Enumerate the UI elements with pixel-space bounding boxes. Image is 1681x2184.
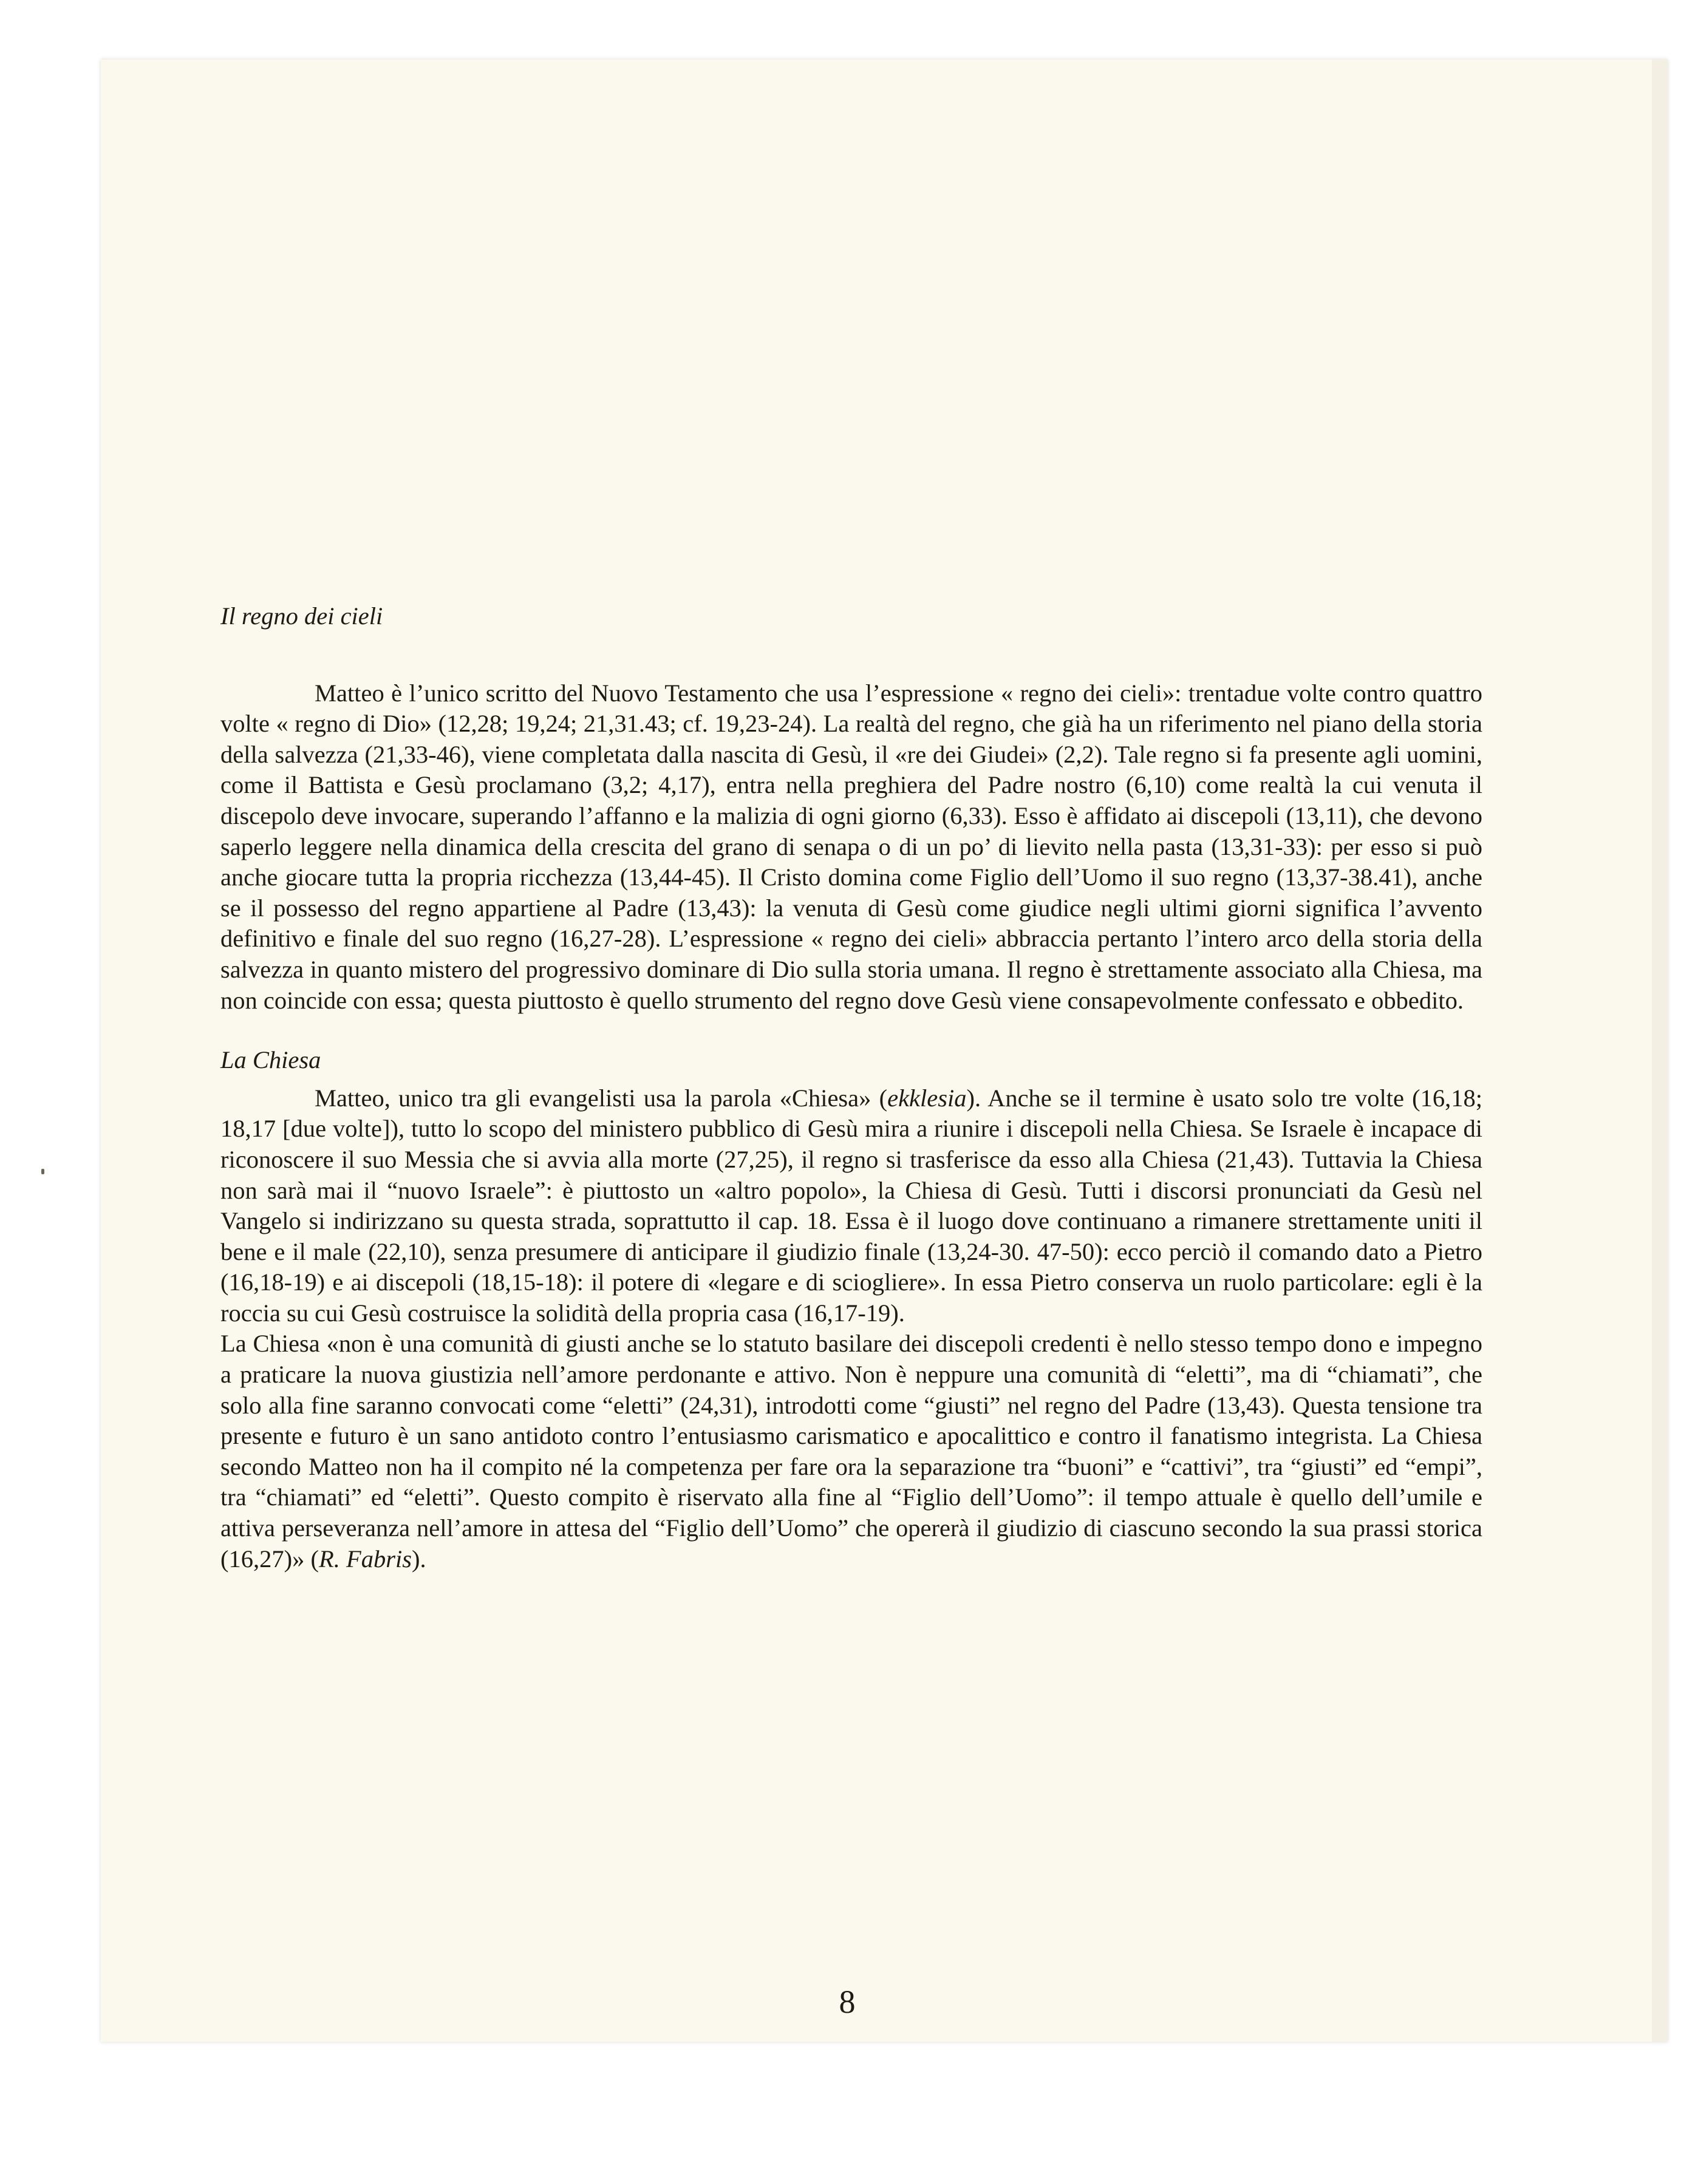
- paper-speck: [41, 1169, 44, 1174]
- spacer: [220, 1016, 1482, 1045]
- quote-author: R. Fabris: [318, 1545, 412, 1573]
- paragraph-text: Matteo, unico tra gli evangelisti usa la parola «Chiesa» (: [315, 1084, 888, 1112]
- spacer: [220, 632, 1482, 678]
- sheet-right-edge: [1652, 60, 1668, 2042]
- section-heading-regno: Il regno dei cieli: [220, 602, 383, 630]
- greek-term: ekklesia: [887, 1084, 967, 1112]
- paragraph-chiesa-1: [220, 1083, 1482, 1329]
- spacer: [220, 1076, 1482, 1083]
- paragraph-text: ).: [411, 1545, 426, 1573]
- paragraph-regno: Matteo è l’unico scritto del Nuovo Testamento che usa l’espressione « regno dei cieli»: trentadue volte contro quattro volte « regno di Dio» (12,28; 19,24; 21,31.43; cf. 19,23-24). La realtà del regno, che già ha un riferimento nel piano della storia della salvezza (21,33-46), viene completata dalla nascita di Gesù, il «re dei Giudei» (2,2). Tale regno si fa presente agli uomini, come il Battista e Gesù proclamano (3,2; 4,17), entra nella preghiera del Padre nostro (6,10) come realtà la cui venuta il discepolo deve invocare, superando l’affanno e la malizia di ogni giorno (6,33). Esso è affidato ai discepoli (13,11), che devono saperlo leggere nella dinamica della crescita del grano di senapa o di un po’ di lievito nella pasta (13,31-33): per esso si può anche giocare tutta la propria ricchezza (13,44-45). Il Cristo domina come Figlio dell’Uomo il suo regno (13,37-38.41), anche se il possesso del regno appartiene al Padre (13,43): la venuta di Gesù come giudice negli ultimi giorni significa l’avvento definitivo e finale del suo regno (16,27-28). L’espressione « regno dei cieli» abbraccia pertanto l’intero arco della storia della salvezza in quanto mistero del progressivo dominare di Dio sulla storia umana. Il regno è strettamente associato alla Chiesa, ma non coincide con essa; questa piuttosto è quello strumento del regno dove Gesù viene consapevolmente confessato e obbedito.: [220, 679, 1482, 1014]
- article-body: [220, 601, 1482, 1574]
- paragraph-text: ). Anche se il termine è usato solo tre volte (16,18; 18,17 [due volte]), tutto lo scopo del ministero pubblico di Gesù mira a riunire i discepoli nella Chiesa. Se Israele è incapace di riconoscere il suo Messia che si avvia alla morte (27,25), il regno si trasferisce da esso alla Chiesa (21,43). Tuttavia la Chiesa non sarà mai il “nuovo Israele”: è piuttosto un «altro popolo», la Chiesa di Gesù. Tutti i discorsi pronunciati da Gesù nel Vangelo si indirizzano su questa strada, soprattutto il cap. 18. Essa è il luogo dove continuano a rimanere strettamente uniti il bene e il male (22,10), senza presumere di anticipare il giudizio finale (13,24-30. 47-50): ecco perciò il comando dato a Pietro (16,18-19) e ai discepoli (18,15-18): il potere di «legare e di sciogliere». In essa Pietro conserva un ruolo particolare: egli è la roccia su cui Gesù costruisce la solidità della propria casa (16,17-19).: [220, 1084, 1482, 1327]
- section-heading-chiesa: La Chiesa: [220, 1046, 321, 1074]
- page-number: 8: [839, 1984, 856, 2020]
- paragraph-chiesa-2: [220, 1328, 1482, 1574]
- paragraph-text: La Chiesa «non è una comunità di giusti anche se lo statuto basilare dei discepoli credenti è nello stesso tempo dono e impegno a praticare la nuova giustizia nell’amore perdonante e attivo. Non è neppure una comunità di “eletti”, ma di “chiamati”, che solo alla fine saranno convocati come “eletti” (24,31), introdotti come “giusti” nel regno del Padre (13,43). Questa tensione tra presente e futuro è un sano antidoto contro l’entusiasmo carismatico e apocalittico e contro il fanatismo integrista. La Chiesa secondo Matteo non ha il compito né la competenza per fare ora la separazione tra “buoni” e “cattivi”, tra “giusti” ed “empi”, tra “chiamati” ed “eletti”. Questo compito è riservato alla fine al “Figlio dell’Uomo”: il tempo attuale è quello dell’umile e attiva perseveranza nell’amore in attesa del “Figlio dell’Uomo” che opererà il giudizio di ciascuno secondo la sua prassi storica (16,27)» (: [220, 1330, 1482, 1573]
